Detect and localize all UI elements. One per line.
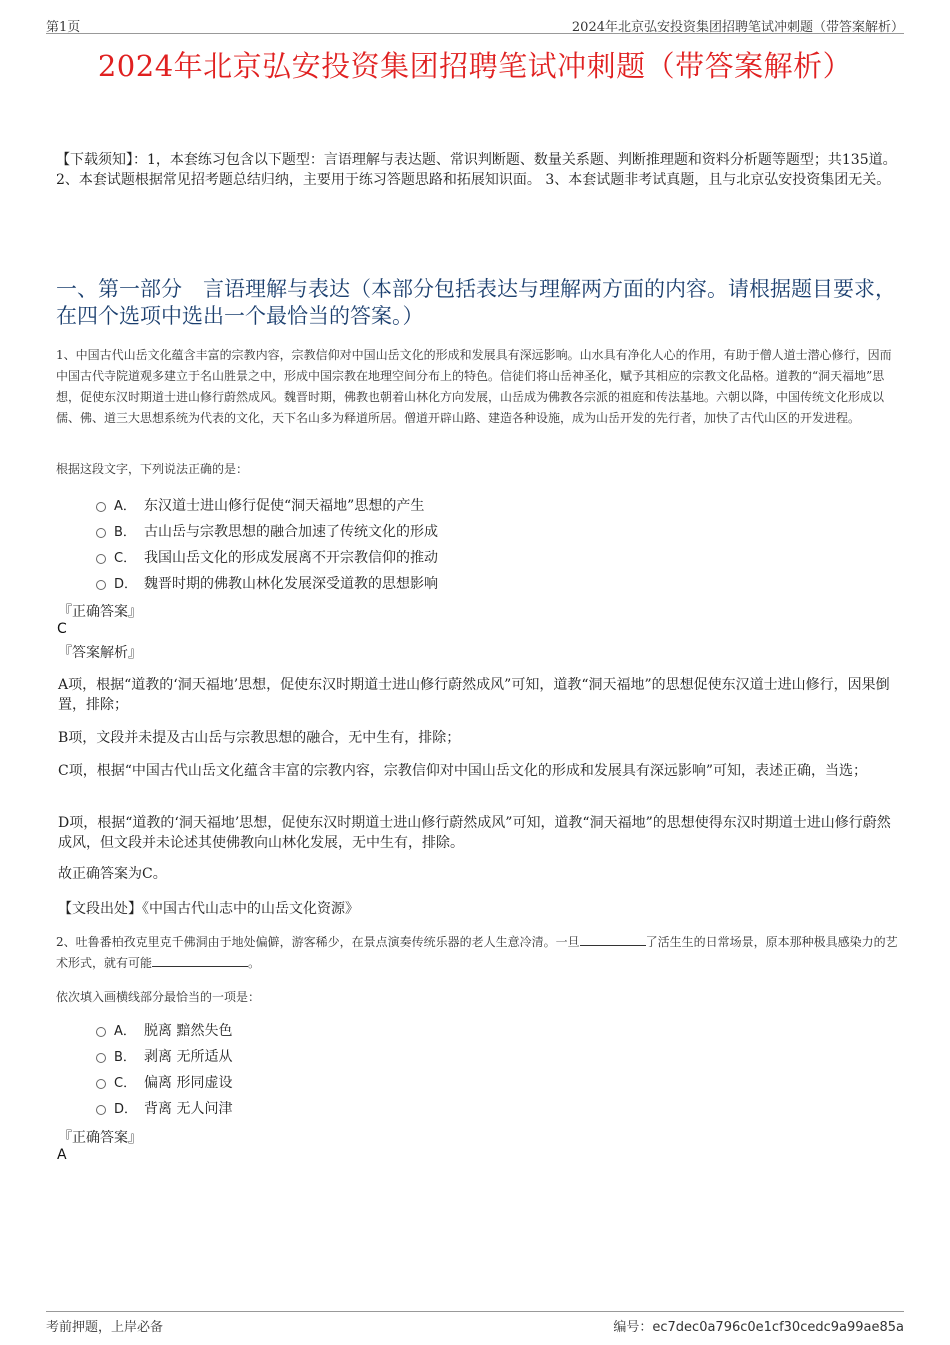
page-number: 第1页 xyxy=(46,20,81,35)
question-1-option-d[interactable]: D． 魏晋时期的佛教山林化发展深受道教的思想影响 xyxy=(96,571,876,597)
question-2-option-d[interactable]: D． 背离 无人问津 xyxy=(96,1096,876,1122)
download-notice: 【下载须知】：1，本套练习包含以下题型：言语理解与表达题、常识判断题、数量关系题、判断推理题和资料分析题等题型；共135道。 2、本套试题根据常见招考题总结归纳，主要用于练习答题思路和拓展知识面。 3、本套试题非考试真题，且与北京弘安投资集团无关。 xyxy=(56,152,897,188)
document-title: 2024年北京弘安投资集团招聘笔试冲刺题（带答案解析） xyxy=(97,49,853,83)
question-2-option-b[interactable]: B． 剥离 无所适从 xyxy=(96,1044,876,1070)
question-1-answer: C xyxy=(57,621,67,637)
question-1-analysis-label: 『答案解析』 xyxy=(58,645,142,661)
question-1-option-c[interactable]: C． 我国山岳文化的形成发展离不开宗教信仰的推动 xyxy=(96,545,876,571)
question-2-options xyxy=(96,1018,876,1122)
footer-code: 编号：ec7dec0a796c0e1cf30cedc9a99ae85a xyxy=(613,1320,904,1335)
radio-icon[interactable] xyxy=(96,1053,106,1063)
question-1-source: 【文段出处】《中国古代山志中的山岳文化资源》 xyxy=(58,901,359,917)
page-header xyxy=(46,14,904,34)
fill-blank-2 xyxy=(152,955,248,967)
analysis-d: D项，根据“道教的‘洞天福地’思想，促使东汉时期道士进山修行蔚然成风”可知，道教“洞天福地”的思想使得东汉时期道士进山修行蔚然成风，但文段并未论述其使佛教向山林化发展，无中生有，排除。 xyxy=(58,815,891,851)
question-1-options xyxy=(96,493,876,597)
analysis-c: C项，根据“中国古代山岳文化蕴含丰富的宗教内容，宗教信仰对中国山岳文化的形成和发展具有深远影响”可知，表述正确，当选； xyxy=(58,763,868,779)
question-2-prompt: 依次填入画横线部分最恰当的一项是： xyxy=(56,990,261,1004)
question-2-text: 2、吐鲁番柏孜克里克千佛洞由于地处偏僻，游客稀少，在景点演奏传统乐器的老人生意冷清。一旦 了活生生的日常场景，原本那种极具感染力的艺术形式，就有可能 。 xyxy=(56,935,898,970)
question-1-text: 1、中国古代山岳文化蕴含丰富的宗教内容，宗教信仰对中国山岳文化的形成和发展具有深远影响。山水具有净化人心的作用，有助于僧人道士潜心修行，因而中国古代寺院道观多建立于名山胜景之中，形成中国宗教在地理空间分布上的特色。信徒们将山岳神圣化，赋予其相应的宗教文化品格。道教的“洞天福地”思想，促使东汉时期道士进山修行蔚然成风。魏晋时期，佛教也朝着山林化方向发展，山岳成为佛教各宗派的祖庭和传法基地。六朝以降，中国传统文化形成以儒、佛、道三大思想系统为代表的文化，天下名山多为释道所居。僧道开辟山路、建造各种设施，成为山岳开发的先行者，加快了古代山区的开发进程。 xyxy=(56,348,892,425)
analysis-a: A项，根据“道教的‘洞天福地’思想，促使东汉时期道士进山修行蔚然成风”可知，道教“洞天福地”的思想促使东汉道士进山修行，因果倒置，排除； xyxy=(58,677,890,713)
analysis-b: B项，文段并未提及古山岳与宗教思想的融合，无中生有，排除； xyxy=(58,730,461,746)
question-2-option-a[interactable]: A． 脱离 黯然失色 xyxy=(96,1018,876,1044)
question-1-option-a[interactable]: A． 东汉道士进山修行促使“洞天福地”思想的产生 xyxy=(96,493,876,519)
fill-blank-1 xyxy=(580,934,646,946)
radio-icon[interactable] xyxy=(96,554,106,564)
radio-icon[interactable] xyxy=(96,1105,106,1115)
question-1-answer-label: 『正确答案』 xyxy=(58,604,142,620)
radio-icon[interactable] xyxy=(96,1079,106,1089)
question-2-answer: A xyxy=(57,1147,67,1163)
question-2-option-c[interactable]: C． 偏离 形同虚设 xyxy=(96,1070,876,1096)
radio-icon[interactable] xyxy=(96,502,106,512)
radio-icon[interactable] xyxy=(96,580,106,590)
section-heading: 一、第一部分 言语理解与表达（本部分包括表达与理解两方面的内容。请根据题目要求，在四个选项中选出一个最恰当的答案。） xyxy=(56,277,896,328)
radio-icon[interactable] xyxy=(96,1027,106,1037)
footer-slogan: 考前押题，上岸必备 xyxy=(46,1320,164,1335)
header-doc-title: 2024年北京弘安投资集团招聘笔试冲刺题（带答案解析） xyxy=(571,20,904,35)
radio-icon[interactable] xyxy=(96,528,106,538)
question-2-answer-label: 『正确答案』 xyxy=(58,1130,142,1146)
question-1-prompt: 根据这段文字，下列说法正确的是： xyxy=(56,462,249,476)
question-1-option-b[interactable]: B． 古山岳与宗教思想的融合加速了传统文化的形成 xyxy=(96,519,876,545)
analysis-conclusion: 故正确答案为C。 xyxy=(58,866,167,882)
page-footer xyxy=(46,1311,904,1335)
